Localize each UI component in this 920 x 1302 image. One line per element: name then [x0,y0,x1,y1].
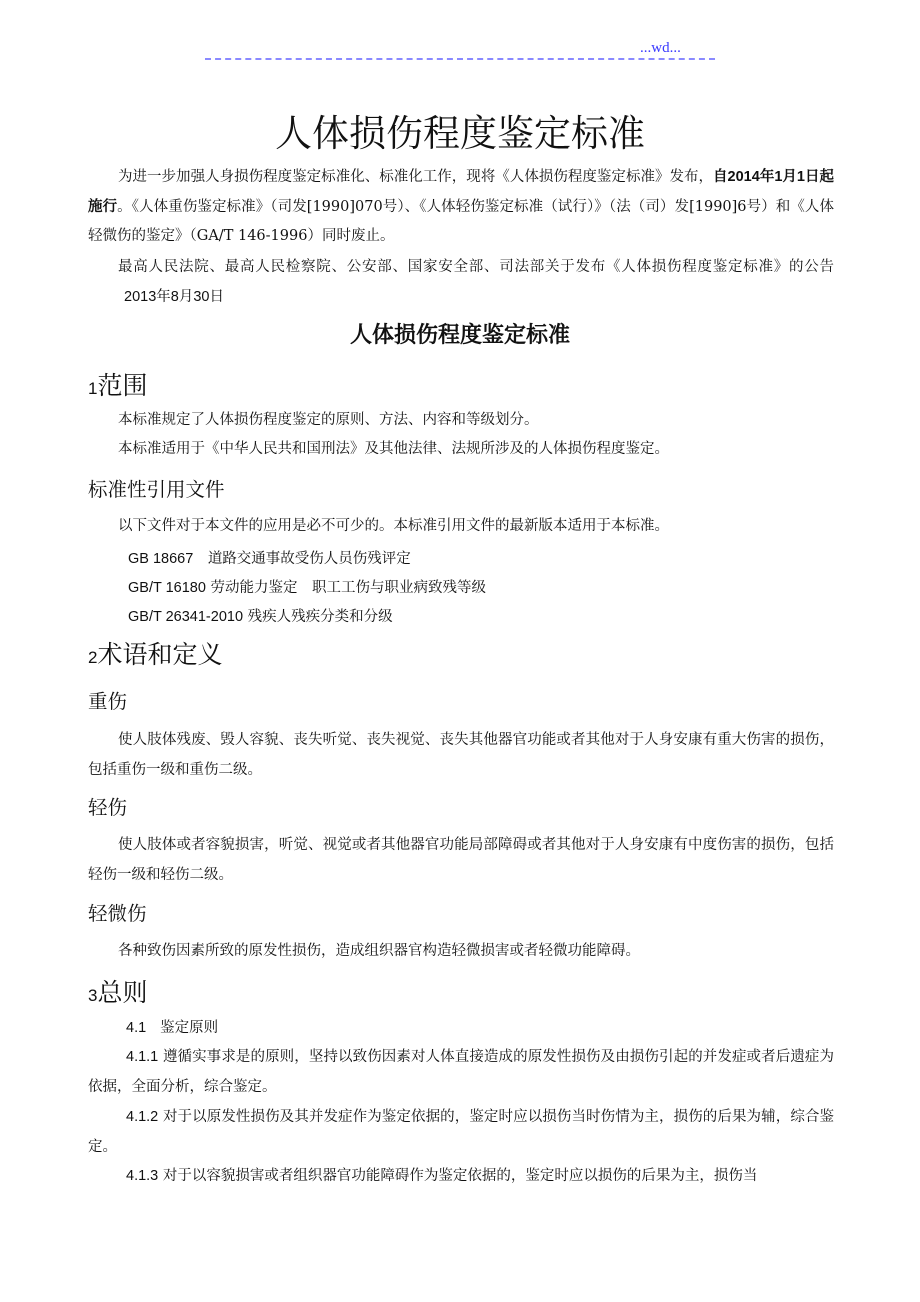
section-title: 总则 [97,978,148,1007]
clause-text: 鉴定原则 [160,1020,219,1036]
section-title: 范围 [97,371,148,400]
clause-number: 4.1.2 [126,1109,159,1125]
clause-text: 遵循实事求是的原则，坚持以致伤因素对人体直接造成的原发性损伤及由损伤引起的并发症或者后遗症为依据，全面分析，综合鉴定。 [88,1049,834,1095]
intro-text-cont: 。《人体重伤鉴定标准》（司发[1990]070号）、《人体轻伤鉴定标准（试行）》（法（司）发[1990]6号）和《人体轻微伤的鉴定》（GA/T 146-1996）同时废止。 [88,198,835,244]
section-heading-terms [88,635,222,671]
clause-4-1-3 [88,1162,834,1192]
reference-code: GB/T 26341-2010 [128,609,244,625]
document-title: 人体损伤程度鉴定标准 [275,112,645,155]
subheading-minor: 轻伤 [88,796,128,819]
reference-code: GB/T 16180 [128,580,206,596]
section-number: 1 [88,379,98,398]
reference-code: GB 18667 [128,551,194,567]
section-number: 2 [88,648,98,667]
section-heading-general [88,973,147,1009]
section-number: 3 [88,986,98,1005]
subheading-slight: 轻微伤 [88,902,147,925]
clause-number: 4.1.1 [126,1049,159,1065]
announcement-paragraph [88,253,834,312]
announcement-text: 最高人民法院、最高人民检察院、公安部、国家安全部、司法部关于发布《人体损伤程度鉴定标准》的公告 [118,259,834,275]
announcement-date: 2013年8月30日 [124,288,224,305]
scope-paragraph: 本标准规定了人体损伤程度鉴定的原则、方法、内容和等级划分。 [118,412,539,428]
intro-paragraph [88,163,834,252]
section-title: 术语和定义 [97,640,223,669]
reference-name: 道路交通事故受伤人员伤残评定 [207,551,411,567]
reference-item [128,605,393,626]
header-dashed-rule [205,58,715,60]
clause-number: 4.1.3 [126,1168,159,1184]
subheading-references: 标准性引用文件 [88,478,225,501]
slight-definition: 各种致伤因素所致的原发性损伤，造成组织器官构造轻微损害或者轻微功能障碍。 [118,943,640,959]
scope-paragraph: 本标准适用于《中华人民共和国刑法》及其他法律、法规所涉及的人体损伤程度鉴定。 [118,441,669,457]
subheading-severe: 重伤 [88,690,128,713]
clause-4-1 [88,1014,834,1044]
clause-4-1-2 [88,1103,834,1162]
clause-4-1-1 [88,1043,834,1102]
severe-definition: 使人肢体残废、毁人容貌、丧失听觉、丧失视觉、丧失其他器官功能或者其他对于人身安康有重大伤害的损伤，包括重伤一级和重伤二级。 [88,732,834,778]
effective-date: 自2014年1月1日起施行 [88,169,835,215]
reference-item [128,576,486,597]
subtitle: 人体损伤程度鉴定标准 [349,323,570,348]
clause-text: 对于以容貌损害或者组织器官功能障碍作为鉴定依据的，鉴定时应以损伤的后果为主，损伤当 [162,1168,758,1184]
minor-definition: 使人肢体或者容貌损害，听觉、视觉或者其他器官功能局部障碍或者其他对于人身安康有中度伤害的损伤，包括轻伤一级和轻伤二级。 [88,837,834,883]
reference-name: 残疾人残疾分类和分级 [247,609,393,625]
reference-item [128,547,411,568]
section-heading-scope [88,366,147,402]
clause-text: 对于以原发性损伤及其并发症作为鉴定依据的，鉴定时应以损伤当时伤情为主，损伤的后果为辅，综合鉴定。 [88,1109,834,1155]
header-mark: ...wd... [640,40,681,56]
references-intro: 以下文件对于本文件的应用是必不可少的。本标准引用文件的最新版本适用于本标准。 [118,518,669,534]
intro-text: 为进一步加强人身损伤程度鉴定标准化、标准化工作，现将《人体损伤程度鉴定标准》发布， [118,169,714,185]
clause-number: 4.1 [126,1020,147,1036]
reference-name: 劳动能力鉴定 职工工伤与职业病致残等级 [210,580,487,596]
